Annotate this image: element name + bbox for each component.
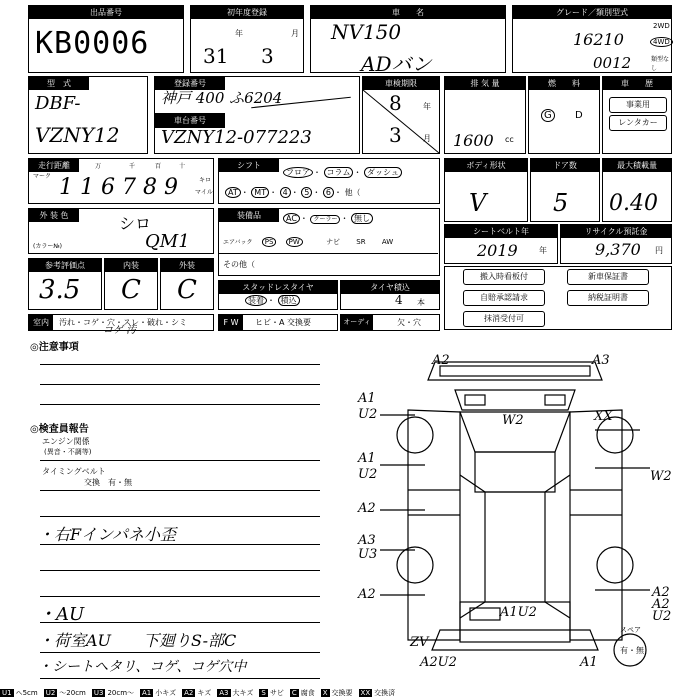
interior-score-label: 内装 <box>105 259 157 272</box>
equip-aw: AW <box>381 238 394 246</box>
load-label: 最大積載量 <box>603 159 671 172</box>
report-line-1: ・右Fインパネ小歪 <box>38 525 176 544</box>
recycle-box <box>560 224 672 264</box>
mark-a1-bumper: A1 <box>580 655 598 670</box>
model-type-label: 型 式 <box>29 77 89 90</box>
doors-box <box>530 158 600 222</box>
report-line-3: ・荷室AU 下廻りS-部C <box>38 631 237 650</box>
shift-5: 5 <box>301 187 312 198</box>
studless-opts: 装着 ・ 積込 <box>245 295 300 306</box>
color-code: QM1 <box>145 231 190 252</box>
equip-ac: AC <box>283 213 300 224</box>
car-name-line1: NV150 <box>331 20 402 44</box>
body-label: ボディ形状 <box>445 159 527 172</box>
doc-cancel: 抹消受付可 <box>463 311 545 327</box>
displacement-label: 排 気 量 <box>445 77 525 90</box>
mark-u2-top: U2 <box>358 407 378 422</box>
plate-box <box>154 76 360 154</box>
equip-other: その他（ <box>223 260 255 269</box>
month-unit: 月 <box>291 29 299 38</box>
opt-none: 類型なし <box>651 56 670 72</box>
equip-cooler: クーラー <box>310 215 340 224</box>
exterior-score-box <box>160 258 214 310</box>
inspection-label: 車検期限 <box>363 77 439 90</box>
shift-opts-1: フロア ・ コラム ・ ダッシュ <box>283 167 402 178</box>
frame-label: 車台番号 <box>155 113 225 128</box>
model-type-line1: DBF- <box>35 93 81 114</box>
mark-zv: ZV <box>410 635 429 650</box>
fuel-d: D <box>575 110 583 121</box>
fuel-label: 燃 料 <box>529 77 599 90</box>
report-title: ◎検査員報告 <box>30 424 89 435</box>
engine-sub: (異音・不調等) <box>44 448 92 456</box>
equip-sr: SR <box>356 238 366 246</box>
legend-key: XX <box>360 689 371 697</box>
usage-box <box>602 76 672 154</box>
shift-label: シフト <box>219 159 279 172</box>
legend-value: 20cm～ <box>107 689 135 697</box>
shift-at: AT <box>225 187 241 198</box>
legend-value: 腐食 <box>300 689 315 697</box>
plate-label: 登録番号 <box>155 77 225 90</box>
mark-a2u2-bumper: A2U2 <box>420 655 457 670</box>
audio-items: 欠・穴 <box>397 318 421 327</box>
unit-sen: 千 <box>129 163 136 170</box>
equip-navi: ナビ <box>326 238 341 246</box>
spare-value: 有・無 <box>620 646 644 655</box>
mark-a1-top: A1 <box>358 391 376 406</box>
insp-year-unit: 年 <box>423 102 431 111</box>
grade-label: グレード／類別型式 <box>513 6 671 19</box>
legend-key: U1 <box>2 689 12 697</box>
exterior-score-label: 外装 <box>161 259 213 272</box>
color-box <box>28 208 214 254</box>
interior-cond-label: 室内 <box>29 315 53 330</box>
mileage-label: 走行距離 <box>29 159 79 172</box>
report-line-4: ・シートヘタリ、コゲ、コゲ穴中 <box>38 659 247 675</box>
mileage-mark: マーク <box>33 173 52 180</box>
legend-key: U3 <box>93 689 104 697</box>
mark-u2-mid: U2 <box>358 467 378 482</box>
color-label: 外 装 色 <box>29 209 79 222</box>
mark-front-a3: A3 <box>592 353 610 368</box>
score-label: 参考評価点 <box>29 259 101 272</box>
belt-box <box>444 224 558 264</box>
doc-signboard: 搬入時看板付 <box>463 269 545 285</box>
spare-label: スペア <box>620 626 641 634</box>
shift-floor: フロア <box>283 167 313 178</box>
usage-rental: レンタカー <box>609 115 667 131</box>
inspection-year: 8 <box>389 91 402 115</box>
fuel-g: G <box>541 109 555 122</box>
legend-value: サビ <box>269 689 284 697</box>
mark-a1u2-back: A1U2 <box>500 605 537 620</box>
cc-unit: cc <box>505 135 514 144</box>
notes-title: ◎注意事項 <box>30 342 79 353</box>
studless-label: スタッドレスタイヤ <box>219 281 337 294</box>
first-reg-label: 初年度登録 <box>191 6 303 19</box>
legend-value: 交換要 <box>331 689 353 697</box>
timing-sub: 交換 有・無 <box>84 478 132 487</box>
usage-label: 車 歴 <box>603 77 671 90</box>
fuel-box <box>528 76 600 154</box>
usage-business: 事業用 <box>609 97 667 113</box>
recycle-label: リサイクル預託金 <box>561 225 671 238</box>
interior-cond-box <box>28 314 214 336</box>
legend-key: A3 <box>219 689 229 697</box>
tire-unit: 本 <box>417 298 425 307</box>
car-diagram <box>340 340 680 686</box>
damage-legend <box>0 688 700 700</box>
shift-column: コラム <box>324 167 354 178</box>
studless-mounted: 装着 <box>245 295 267 306</box>
doc-insurance: 自賠承認請求 <box>463 290 545 306</box>
mark-front-a2: A2 <box>432 353 450 368</box>
color-value: シロ <box>119 214 152 233</box>
mark-a3-rear: A3 <box>358 533 376 548</box>
lot-label: 出品番号 <box>29 6 183 19</box>
audio-box <box>340 314 440 341</box>
legend-value: 小キズ <box>155 689 177 697</box>
shift-other: 他（ <box>344 188 361 197</box>
frame-number: VZNY12-077223 <box>161 127 312 148</box>
load-box <box>602 158 672 222</box>
equip-box <box>218 208 440 276</box>
shift-opts-2: AT ・ MT ・ 4 ・ 5 ・ 6 ・ 他（ <box>225 187 361 198</box>
unit-man: 万 <box>95 163 102 170</box>
legend-value: キズ <box>197 689 212 697</box>
color-code-label: (カラー№) <box>33 243 62 250</box>
year-unit: 年 <box>235 29 243 38</box>
belt-label: シートベルト年 <box>445 225 557 238</box>
fw-box <box>218 314 338 331</box>
legend-value: ～20cm <box>59 689 86 697</box>
opt-4wd: 4WD <box>650 37 673 47</box>
mileage-box <box>28 158 214 204</box>
interior-score-box <box>104 258 158 310</box>
mark-a2-right: A2 <box>652 585 670 600</box>
interior-cond-handwrite: コゲ 汚 <box>103 325 137 336</box>
equip-row2 <box>223 237 393 247</box>
first-reg-month: 3 <box>261 44 274 68</box>
car-name-box <box>310 5 506 76</box>
inspection-month: 3 <box>389 123 402 147</box>
displacement-value: 1600 <box>453 131 494 150</box>
legend-key: A1 <box>142 689 152 697</box>
doors-label: ドア数 <box>531 159 599 172</box>
mark-a1-mid: A1 <box>358 451 376 466</box>
equip-ps: PS <box>262 237 277 247</box>
fw-items: ヒビ・A 交換要 <box>255 318 312 327</box>
inspection-box <box>362 76 440 154</box>
tire-box <box>340 280 440 310</box>
shift-dash: ダッシュ <box>364 167 402 178</box>
recycle-value: 9,370 <box>595 240 641 259</box>
grade-value1: 16210 <box>573 30 624 49</box>
mark-a2-side: A2 <box>358 501 376 516</box>
shift-mt: MT <box>251 187 269 198</box>
report-line-2: ・AU <box>38 604 85 625</box>
fw-label: F W <box>219 315 243 330</box>
grade-value2: 0012 <box>593 54 632 72</box>
equip-label: 装備品 <box>219 209 279 222</box>
mark-a2-right-2: A2 <box>652 597 670 612</box>
mark-xx: XX <box>594 409 613 424</box>
interior-score-value: C <box>121 275 141 305</box>
unit-hyaku: 百 <box>155 163 162 170</box>
mark-w2-side: W2 <box>650 469 672 484</box>
belt-unit: 年 <box>539 246 547 255</box>
legend-key: A2 <box>184 689 194 697</box>
legend-value: 交換済 <box>374 689 396 697</box>
legend-key: U2 <box>45 689 56 697</box>
doc-warranty: 新車保証書 <box>567 269 649 285</box>
doors-value: 5 <box>553 189 569 217</box>
legend-key: C <box>291 689 297 697</box>
shift-4: 4 <box>280 187 291 198</box>
score-box <box>28 258 102 310</box>
load-value: 0.40 <box>609 191 658 216</box>
studless-loaded: 積込 <box>278 295 300 306</box>
lot-number: KB0006 <box>35 26 150 61</box>
plate-value: 神戸 400 ふ6204 <box>161 89 283 107</box>
equip-row1: AC ・ クーラー ・ 無し <box>283 213 373 224</box>
equip-airbag: エアバック <box>223 239 253 246</box>
recycle-unit: 円 <box>655 246 663 255</box>
insp-month-unit: 月 <box>423 134 431 143</box>
timing-label: タイミングベルト <box>42 467 106 476</box>
car-name-label: 車 名 <box>311 6 505 19</box>
equip-pw: PW <box>286 237 303 247</box>
shift-6: 6 <box>323 187 334 198</box>
mark-a2-rear: A2 <box>358 587 376 602</box>
body-box <box>444 158 528 222</box>
score-value: 3.5 <box>39 275 81 305</box>
engine-label: エンジン関係 <box>42 437 90 446</box>
grade-box <box>512 5 672 73</box>
audio-label: オーディオ <box>341 315 373 330</box>
tire-label: タイヤ積込 <box>341 281 439 294</box>
tire-value: 4 <box>395 293 403 307</box>
mark-w2-glass: W2 <box>502 413 524 428</box>
legend-key: X <box>322 689 328 697</box>
shift-box <box>218 158 440 204</box>
legend-key: S <box>261 689 266 697</box>
opt-2wd: 2WD <box>653 22 670 30</box>
interior-cond-items: 汚れ・コゲ・穴・スレ・破れ・シミ <box>59 318 187 327</box>
first-reg-year: 31 <box>203 44 229 68</box>
docs-box <box>444 266 672 330</box>
mark-u2-right: U2 <box>652 609 672 624</box>
doc-tax: 納税証明書 <box>567 290 649 306</box>
body-value: V <box>469 189 487 217</box>
unit-mile: マイル <box>195 189 213 196</box>
first-reg-box <box>190 5 304 73</box>
unit-juu: 十 <box>179 163 186 170</box>
displacement-box <box>444 76 526 154</box>
model-type-line2: VZNY12 <box>35 123 120 147</box>
car-name-line2: ADバン <box>361 52 432 76</box>
equip-none: 無し <box>351 213 373 224</box>
mark-u3-rear: U3 <box>358 547 378 562</box>
legend-value: 大キズ <box>232 689 254 697</box>
model-type-box <box>28 76 148 154</box>
lot-box <box>28 5 184 73</box>
mileage-value: 116789 <box>59 175 185 200</box>
unit-km: キロ <box>199 177 212 184</box>
belt-value: 2019 <box>477 241 518 260</box>
legend-value: ヘ5cm <box>15 689 38 697</box>
studless-box <box>218 280 338 310</box>
exterior-score-value: C <box>177 275 197 305</box>
